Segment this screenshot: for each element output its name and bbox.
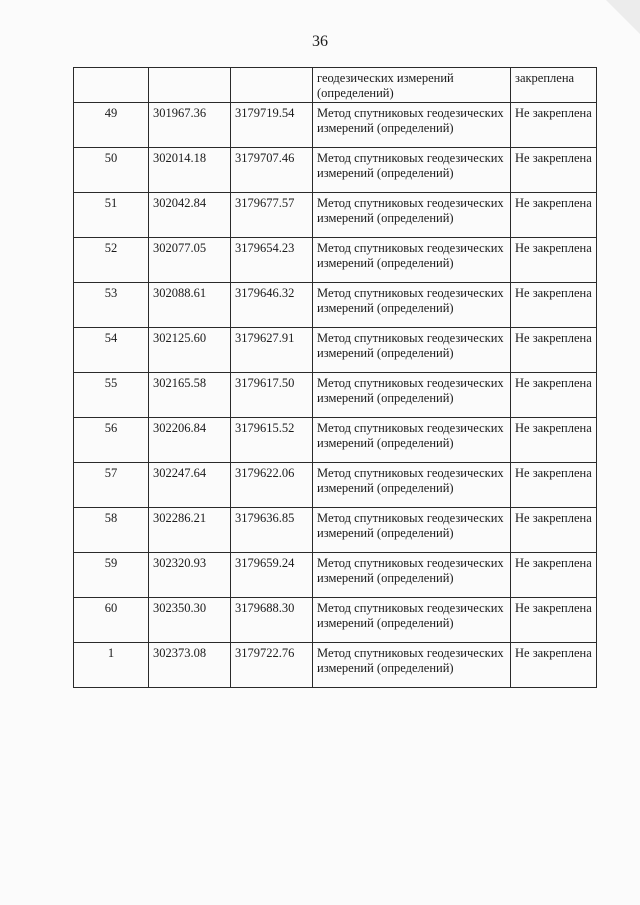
cell-fixing: Не закреплена [511, 283, 597, 328]
cell-fixing: Не закреплена [511, 148, 597, 193]
cell-point-number: 50 [74, 148, 149, 193]
cell-method: геодезических измерений (определений) [313, 68, 511, 103]
cell-point-number: 60 [74, 598, 149, 643]
cell-x-coordinate: 302247.64 [149, 463, 231, 508]
cell-x-coordinate: 302165.58 [149, 373, 231, 418]
cell-x-coordinate: 302042.84 [149, 193, 231, 238]
cell-method: Метод спутниковых геодезических измерений (определений) [313, 553, 511, 598]
cell-x-coordinate: 302320.93 [149, 553, 231, 598]
cell-y-coordinate: 3179688.30 [231, 598, 313, 643]
table-row [74, 463, 597, 508]
table-row [74, 553, 597, 598]
cell-point-number: 1 [74, 643, 149, 688]
cell-point-number: 54 [74, 328, 149, 373]
cell-point-number [74, 68, 149, 103]
coordinates-table [73, 67, 597, 688]
cell-method: Метод спутниковых геодезических измерений (определений) [313, 283, 511, 328]
table-row [74, 643, 597, 688]
cell-point-number: 49 [74, 103, 149, 148]
cell-y-coordinate: 3179707.46 [231, 148, 313, 193]
cell-fixing: Не закреплена [511, 373, 597, 418]
table-row [74, 193, 597, 238]
cell-point-number: 56 [74, 418, 149, 463]
table-row-continuation [74, 68, 597, 103]
table-row [74, 598, 597, 643]
cell-y-coordinate: 3179615.52 [231, 418, 313, 463]
cell-method: Метод спутниковых геодезических измерений (определений) [313, 193, 511, 238]
table-row [74, 148, 597, 193]
cell-y-coordinate: 3179677.57 [231, 193, 313, 238]
cell-x-coordinate: 302373.08 [149, 643, 231, 688]
cell-y-coordinate [231, 68, 313, 103]
cell-fixing: Не закреплена [511, 463, 597, 508]
cell-x-coordinate: 302350.30 [149, 598, 231, 643]
cell-y-coordinate: 3179654.23 [231, 238, 313, 283]
cell-x-coordinate: 302077.05 [149, 238, 231, 283]
cell-y-coordinate: 3179722.76 [231, 643, 313, 688]
cell-y-coordinate: 3179622.06 [231, 463, 313, 508]
cell-method: Метод спутниковых геодезических измерений (определений) [313, 148, 511, 193]
cell-method: Метод спутниковых геодезических измерений (определений) [313, 238, 511, 283]
cell-fixing: Не закреплена [511, 328, 597, 373]
cell-x-coordinate: 302125.60 [149, 328, 231, 373]
cell-method: Метод спутниковых геодезических измерений (определений) [313, 103, 511, 148]
table-row [74, 283, 597, 328]
cell-point-number: 57 [74, 463, 149, 508]
cell-y-coordinate: 3179646.32 [231, 283, 313, 328]
cell-x-coordinate [149, 68, 231, 103]
table-row [74, 328, 597, 373]
cell-x-coordinate: 302088.61 [149, 283, 231, 328]
cell-fixing: Не закреплена [511, 193, 597, 238]
coordinates-table-body [74, 68, 597, 688]
cell-point-number: 55 [74, 373, 149, 418]
cell-method: Метод спутниковых геодезических измерений (определений) [313, 328, 511, 373]
cell-point-number: 52 [74, 238, 149, 283]
page-number: 36 [312, 33, 328, 50]
cell-method: Метод спутниковых геодезических измерений (определений) [313, 373, 511, 418]
cell-fixing: Не закреплена [511, 508, 597, 553]
cell-x-coordinate: 301967.36 [149, 103, 231, 148]
cell-y-coordinate: 3179659.24 [231, 553, 313, 598]
cell-x-coordinate: 302014.18 [149, 148, 231, 193]
table-row [74, 373, 597, 418]
cell-x-coordinate: 302206.84 [149, 418, 231, 463]
cell-fixing: Не закреплена [511, 553, 597, 598]
cell-fixing: Не закреплена [511, 238, 597, 283]
table-row [74, 508, 597, 553]
table-row [74, 238, 597, 283]
cell-fixing: Не закреплена [511, 418, 597, 463]
table-row [74, 418, 597, 463]
cell-fixing: Не закреплена [511, 103, 597, 148]
cell-fixing: закреплена [511, 68, 597, 103]
cell-y-coordinate: 3179719.54 [231, 103, 313, 148]
cell-y-coordinate: 3179627.91 [231, 328, 313, 373]
cell-method: Метод спутниковых геодезических измерений (определений) [313, 418, 511, 463]
cell-point-number: 59 [74, 553, 149, 598]
cell-fixing: Не закреплена [511, 643, 597, 688]
cell-point-number: 53 [74, 283, 149, 328]
cell-method: Метод спутниковых геодезических измерений (определений) [313, 463, 511, 508]
table-row [74, 103, 597, 148]
page-corner-fold [606, 0, 640, 34]
cell-method: Метод спутниковых геодезических измерений (определений) [313, 508, 511, 553]
cell-point-number: 58 [74, 508, 149, 553]
cell-y-coordinate: 3179636.85 [231, 508, 313, 553]
cell-x-coordinate: 302286.21 [149, 508, 231, 553]
cell-method: Метод спутниковых геодезических измерений (определений) [313, 598, 511, 643]
cell-fixing: Не закреплена [511, 598, 597, 643]
cell-point-number: 51 [74, 193, 149, 238]
cell-y-coordinate: 3179617.50 [231, 373, 313, 418]
cell-method: Метод спутниковых геодезических измерений (определений) [313, 643, 511, 688]
